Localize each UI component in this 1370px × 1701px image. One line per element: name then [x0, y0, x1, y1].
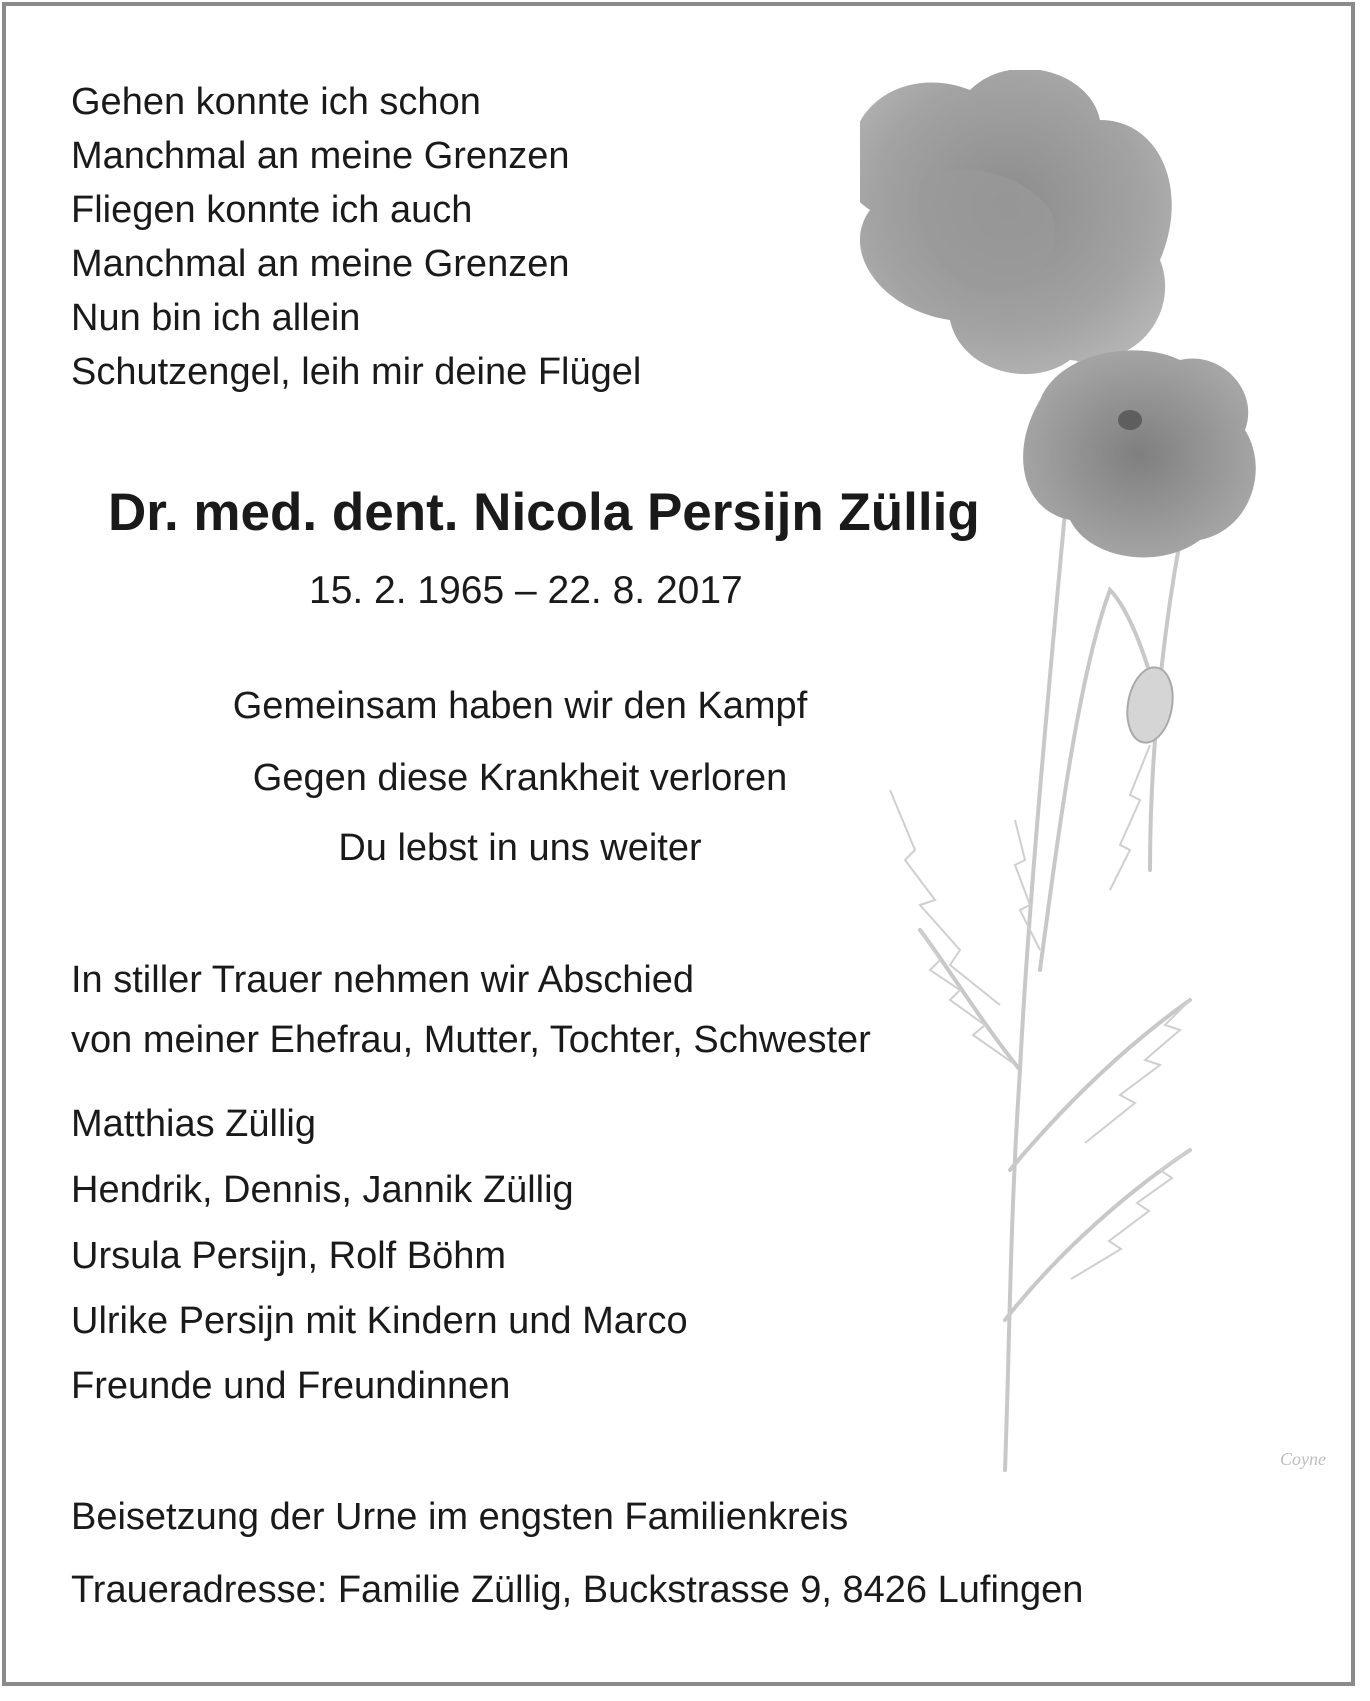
farewell-line: In stiller Trauer nehmen wir Abschied: [71, 959, 695, 1001]
mourner-name: Matthias Züllig: [71, 1103, 316, 1145]
mourner-name: Freunde und Freundinnen: [71, 1365, 511, 1407]
artist-signature: Coyne: [1280, 1449, 1326, 1469]
poem-line: Gehen konnte ich schon: [71, 81, 481, 123]
deceased-name: Dr. med. dent. Nicola Persijn Züllig: [108, 483, 980, 542]
verse-line: Gegen diese Krankheit verloren: [252, 757, 788, 799]
poppy-illustration-icon: [860, 70, 1360, 1510]
poem-line: Schutzengel, leih mir deine Flügel: [71, 351, 642, 393]
mourner-name: Ulrike Persijn mit Kindern und Marco: [71, 1300, 688, 1342]
poem-line: Fliegen konnte ich auch: [71, 189, 473, 231]
verse-line: Gemeinsam haben wir den Kampf: [232, 685, 808, 727]
poem-line: Manchmal an meine Grenzen: [71, 243, 570, 285]
mourning-address: Traueradresse: Familie Züllig, Buckstrasse 9, 8426 Lufingen: [71, 1569, 1084, 1611]
burial-note: Beisetzung der Urne im engsten Familienkreis: [71, 1496, 849, 1538]
verse-line: Du lebst in uns weiter: [338, 827, 702, 869]
farewell-line: von meiner Ehefrau, Mutter, Tochter, Schwester: [71, 1019, 871, 1061]
life-dates: 15. 2. 1965 – 22. 8. 2017: [309, 569, 743, 612]
mourner-name: Ursula Persijn, Rolf Böhm: [71, 1235, 507, 1277]
mourner-name: Hendrik, Dennis, Jannik Züllig: [71, 1169, 574, 1211]
poem-line: Manchmal an meine Grenzen: [71, 135, 570, 177]
poem-line: Nun bin ich allein: [71, 297, 361, 339]
